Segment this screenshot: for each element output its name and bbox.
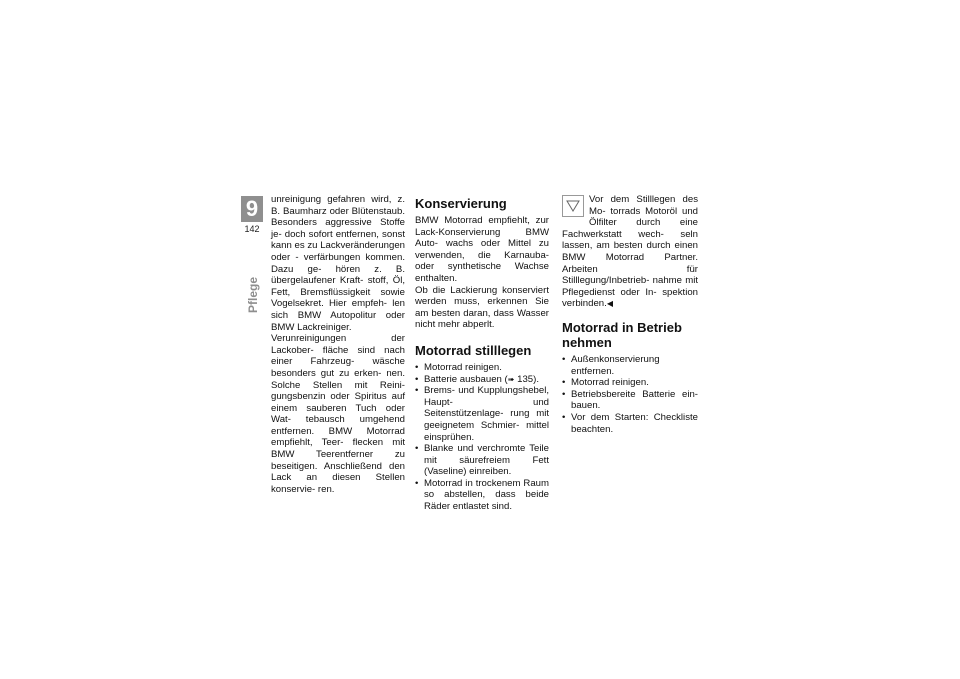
- paragraph: unreinigung gefahren wird, z. B. Baumharz oder Blütenstaub. Besonders aggressive Stoffe je- doch sofort entfernen, sonst kann es zu Lackveränderungen oder - verfärbungen kommen. Dazu ge- hören z. B. übergelaufener Kraft- stoff, Öl, Fett, Bremsflüssigkeit sowie Vogelsekret. Hier empfeh- len sich BMW Autopolitur oder BMW Lackreiniger.: [271, 194, 405, 333]
- list-item: • Motorrad reinigen.: [562, 377, 698, 389]
- list-item: [415, 374, 549, 386]
- text-column-1: [271, 194, 405, 495]
- text-column-3: [562, 194, 698, 435]
- chapter-number-badge: [241, 196, 263, 222]
- note-text-body: Vor dem Stilllegen des Mo- torrads Motoröl und Ölfilter durch eine Fachwerkstatt wech- seln lassen, am besten durch einen BMW Motorrad Partner. Arbeiten für Stilllegung/Inbetrieb- nahme mit Pflegedienst oder In- spektion verbinden.: [562, 194, 698, 310]
- list-item: • Blanke und verchromte Teile mit säurefreiem Fett (Vaseline) einreiben.: [415, 443, 549, 478]
- chapter-title: Pflege: [246, 276, 260, 314]
- list-item-text: Batterie ausbauen (: [424, 373, 508, 385]
- paragraph: Ob die Lackierung konserviert werden muss, erkennen Sie am besten daran, dass Wasser nicht mehr abperlt.: [415, 284, 549, 331]
- section-heading-stilllegen: Motorrad stilllegen: [415, 342, 532, 358]
- list-item-text: ).: [533, 373, 540, 385]
- paragraph: BMW Motorrad empfiehlt, zur Lack-Konservierung BMW Auto- wachs oder Mittel zu verwenden, die Karnauba- oder synthetische Wachse enthalten.: [415, 215, 549, 284]
- list-item: • Betriebsbereite Batterie ein- bauen.: [562, 389, 698, 412]
- list-item: • Brems- und Kupplungshebel, Haupt- und Seitenstützenlage- rung mit geeignetem Schmier- mittel einsprühen.: [415, 385, 549, 443]
- text-column-2: [415, 194, 549, 513]
- list-item: • Motorrad reinigen.: [415, 362, 549, 374]
- list-item: • Außenkonservierung entfernen.: [562, 354, 698, 377]
- paragraph: Verunreinigungen der Lackober- fläche sind nach einer Fahrzeug- wäsche besonders gut zu erken- nen. Solche Stellen mit Reini- gungsbenzin oder Spiritus auf einem sauberen Tuch oder Wat- tebausch umgehend entfernen. BMW Motorrad empfiehlt, Teer- flecken mit BMW Teerentferner zu beseitigen. Anschließend den Lack an diesen Stellen konservie- ren.: [271, 333, 405, 495]
- list-item: • Motorrad in trockenem Raum so abstellen, dass beide Räder entlastet sind.: [415, 478, 549, 513]
- betrieb-list: [562, 354, 698, 435]
- page-number: 142: [244, 224, 260, 234]
- page-reference-link[interactable]: 135: [517, 373, 534, 385]
- section-heading-betrieb: Motorrad in Betrieb nehmen: [562, 319, 682, 350]
- stilllegen-list: [415, 362, 549, 513]
- info-triangle-icon: [562, 195, 584, 217]
- list-item: • Vor dem Starten: Checkliste beachten.: [562, 412, 698, 435]
- page-reference-arrow-icon: ➠: [507, 374, 515, 384]
- note-block: [562, 194, 698, 310]
- section-heading-konservierung: Konservierung: [415, 196, 507, 211]
- chapter-number: 9: [245, 196, 259, 221]
- end-mark-icon: ◀: [606, 299, 613, 309]
- chapter-title-vertical: [233, 268, 273, 322]
